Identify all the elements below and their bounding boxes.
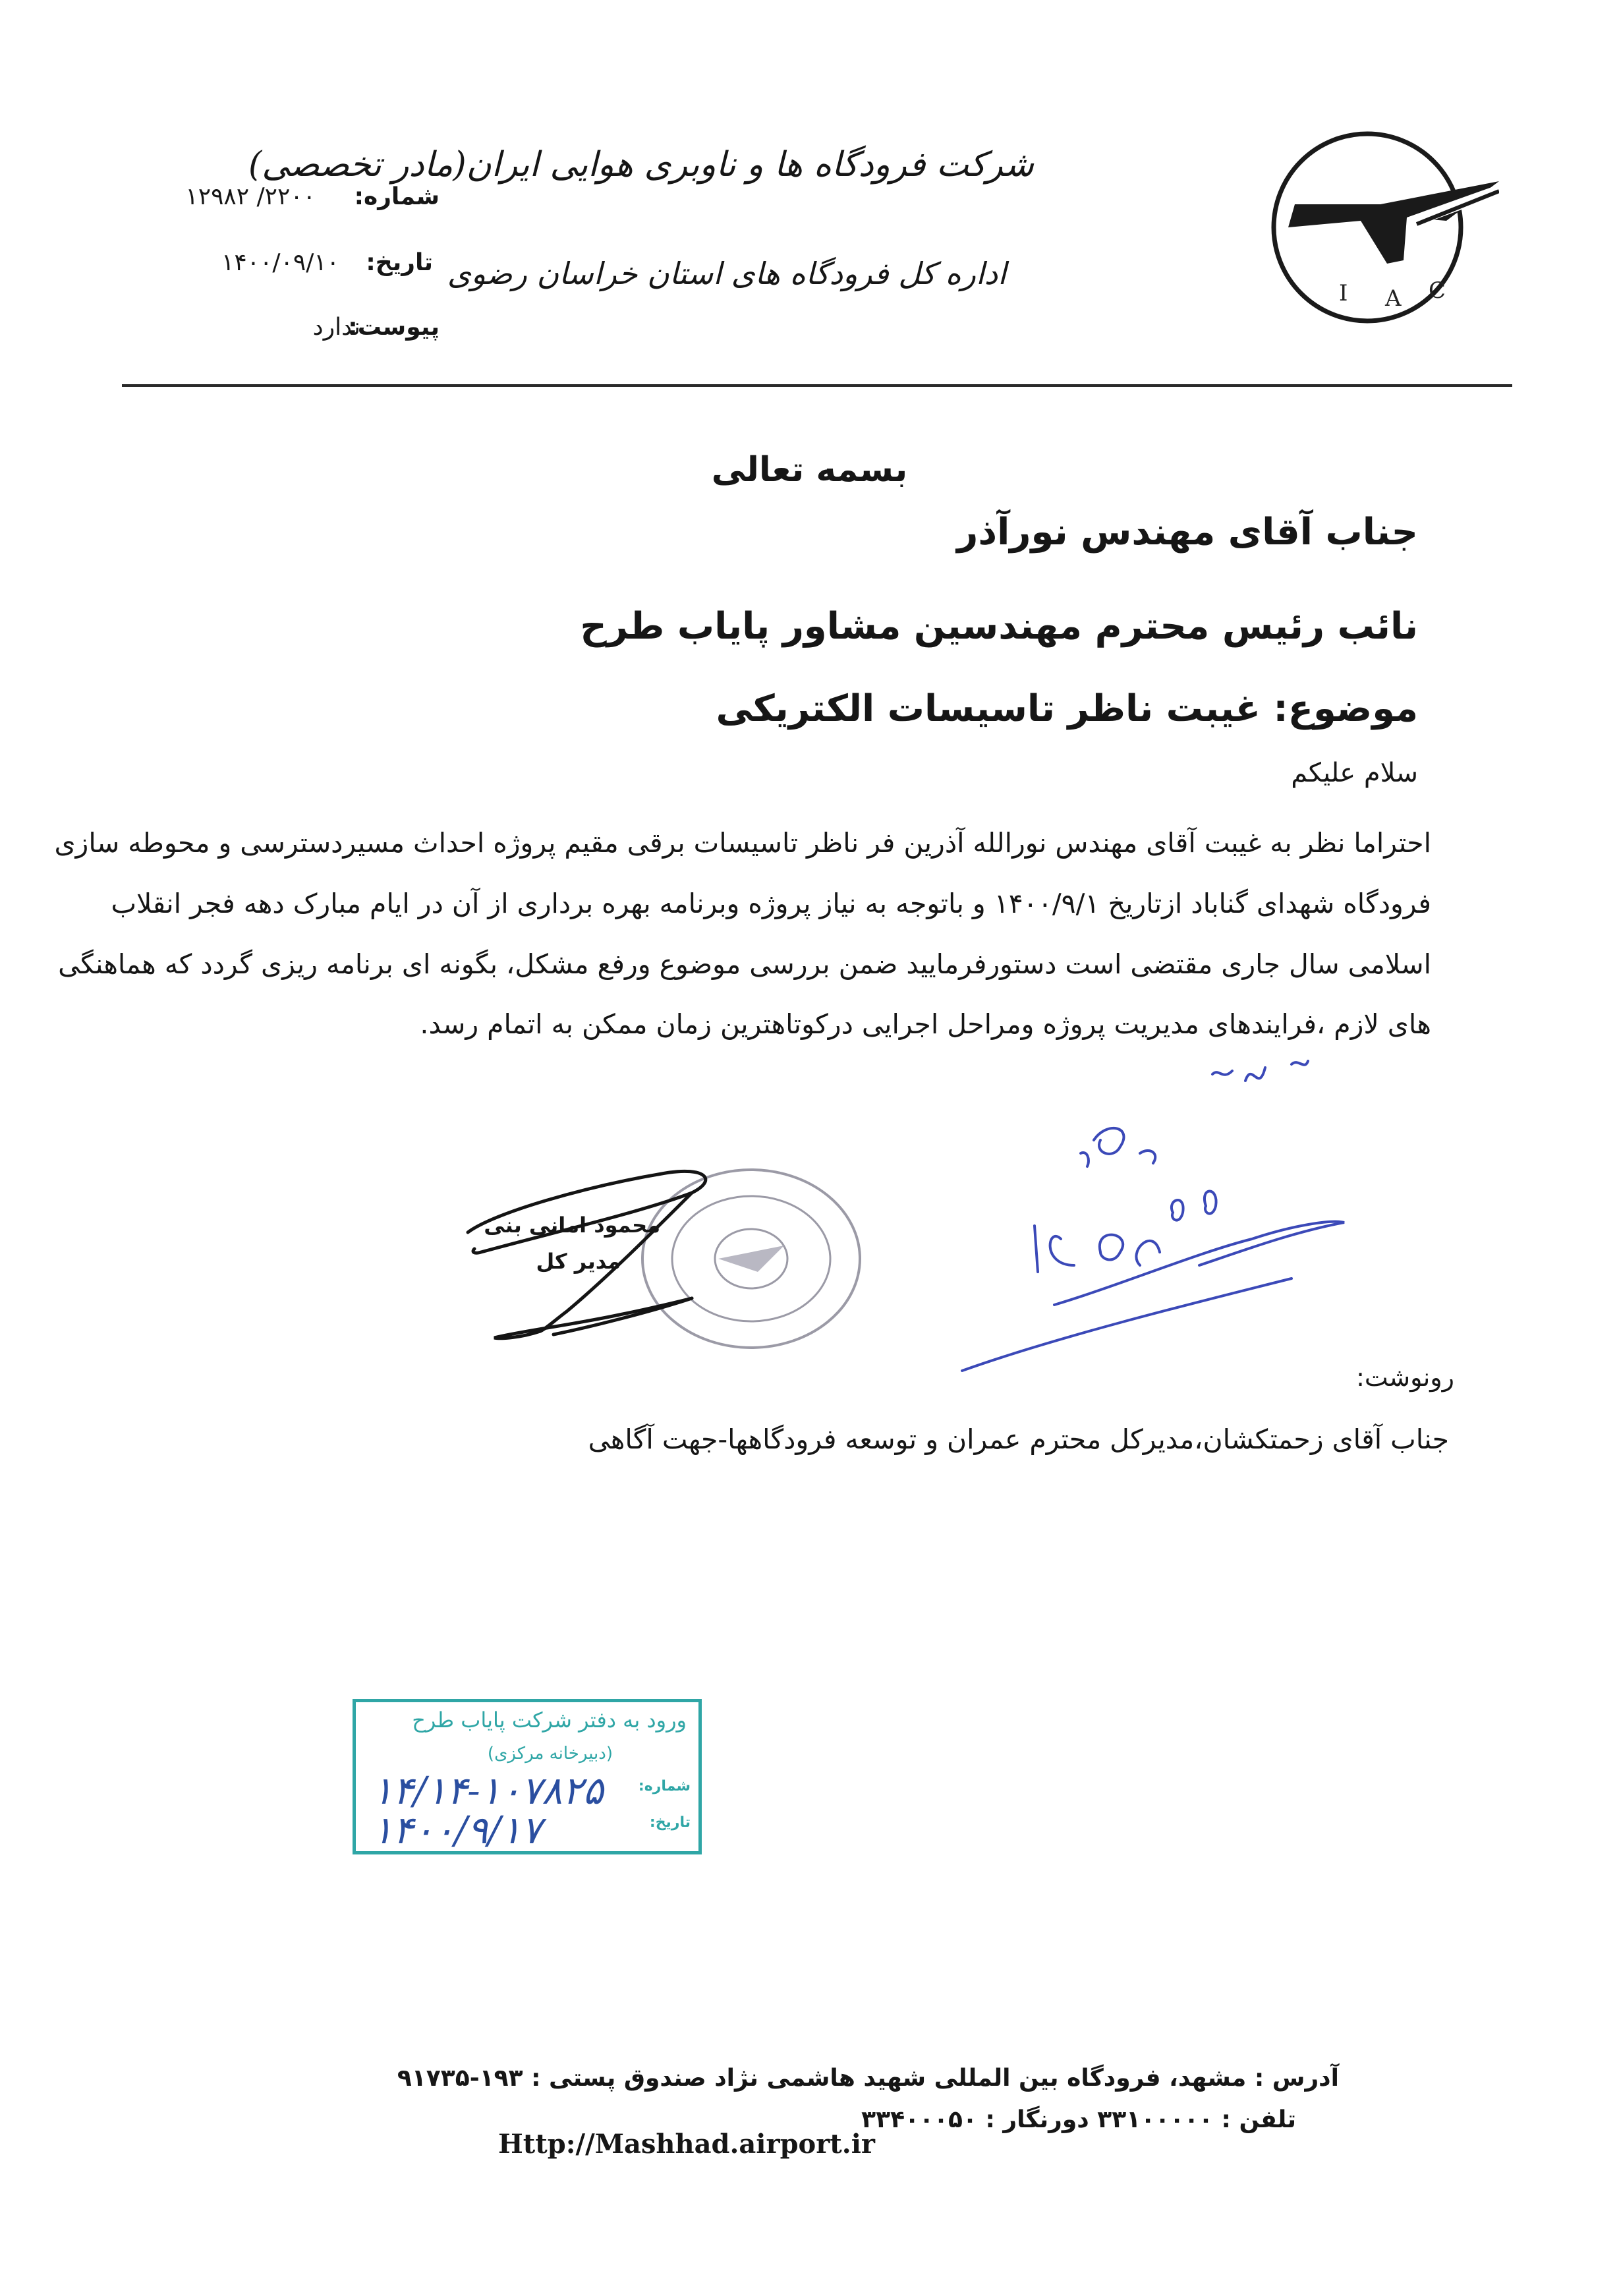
date-value: ۱۴۰۰/۰۹/۱۰ (221, 249, 339, 276)
recipient-title: نائب رئیس محترم مهندسین مشاور پایاب طرح (580, 605, 1418, 648)
receipt-date-value: ۱۴۰۰/۹/۱۷ (372, 1808, 542, 1852)
logo-letter-i: I (1339, 280, 1348, 306)
footer-phone: تلفن : ۳۳۱۰۰۰۰۰ دورنگار : ۳۳۴۰۰۰۵۰ (861, 2106, 1296, 2133)
greeting: سلام علیکم (1291, 758, 1418, 788)
receipt-number-label: شماره: (638, 1778, 691, 1794)
receipt-stamp-title: ورود به دفتر شرکت پایاب طرح (412, 1708, 687, 1733)
subject-line: موضوع: غیبت ناظر تاسیسات الکتریکی (716, 687, 1418, 730)
receipt-date-label: تاریخ: (649, 1814, 691, 1831)
receipt-stamp-subtitle: (دبیرخانه مرکزی) (487, 1744, 613, 1764)
logo-letter-a: A (1385, 285, 1402, 312)
receipt-stamp (353, 1699, 702, 1854)
invocation: بسمه تعالی (711, 450, 908, 490)
logo-letter-c: C (1429, 277, 1446, 304)
footer-address: آدرس : مشهد، فرودگاه بین المللی شهید هاشمی نژاد صندوق پستی : ۱۹۳-۹۱۷۳۵ (397, 2065, 1339, 2092)
cc-label: رونوشت: (1356, 1363, 1454, 1392)
date-label: تاریخ: (366, 249, 433, 276)
number-value: ۱۲۹۸۲ /۲۲۰۰ (185, 183, 316, 210)
cc-recipient: جناب آقای زحمتکشان،مدیرکل محترم عمران و توسعه فرودگاهها-جهت آگاهی (588, 1423, 1449, 1455)
receipt-number-value: ۱۴/۱۴-۱۰۷۸۲۵ (372, 1768, 604, 1813)
handwritten-annotation (923, 1054, 1371, 1384)
attachment-label: پیوست: (348, 314, 440, 341)
body-line: های لازم ،فرایندهای مدیریت پروژه ومراحل اجرایی درکوتاهترین زمان ممکن به اتمام رسد. (420, 1008, 1431, 1040)
body-line: فرودگاه شهدای گناباد ازتاریخ ۱۴۰۰/۹/۱ و باتوجه به نیاز پروژه وبرنامه بهره برداری از آن در ایام مبارک دهه فجر انقلاب (111, 888, 1431, 919)
attachment-value: ندارد (312, 314, 360, 341)
org-name: شرکت فرودگاه ها و ناوبری هوایی ایران(مادر تخصصی) (248, 145, 1034, 185)
logo-letters (1324, 277, 1456, 313)
body-line: اسلامی سال جاری مقتضی است دستورفرمایید ضمن بررسی موضوع ورفع مشکل، بگونه ای برنامه ریزی گردد که هماهنگی (58, 948, 1431, 980)
number-label: شماره: (354, 183, 440, 210)
footer-website: Http://Mashhad.airport.ir (498, 2129, 875, 2160)
org-department: اداره کل فرودگاه های استان خراسان رضوی (447, 256, 1006, 291)
body-line: احتراما نظر به غیبت آقای مهندس نورالله آذرین فر ناظر تاسیسات برقی مقیم پروژه احداث مسیردسترسی و محوطه سازی (54, 827, 1431, 859)
signer-name: محمود امانی بنی (484, 1213, 660, 1238)
header-divider (122, 384, 1512, 387)
signer-title: مدیر کل (536, 1249, 621, 1274)
recipient-name: جناب آقای مهندس نورآذر (957, 511, 1418, 554)
